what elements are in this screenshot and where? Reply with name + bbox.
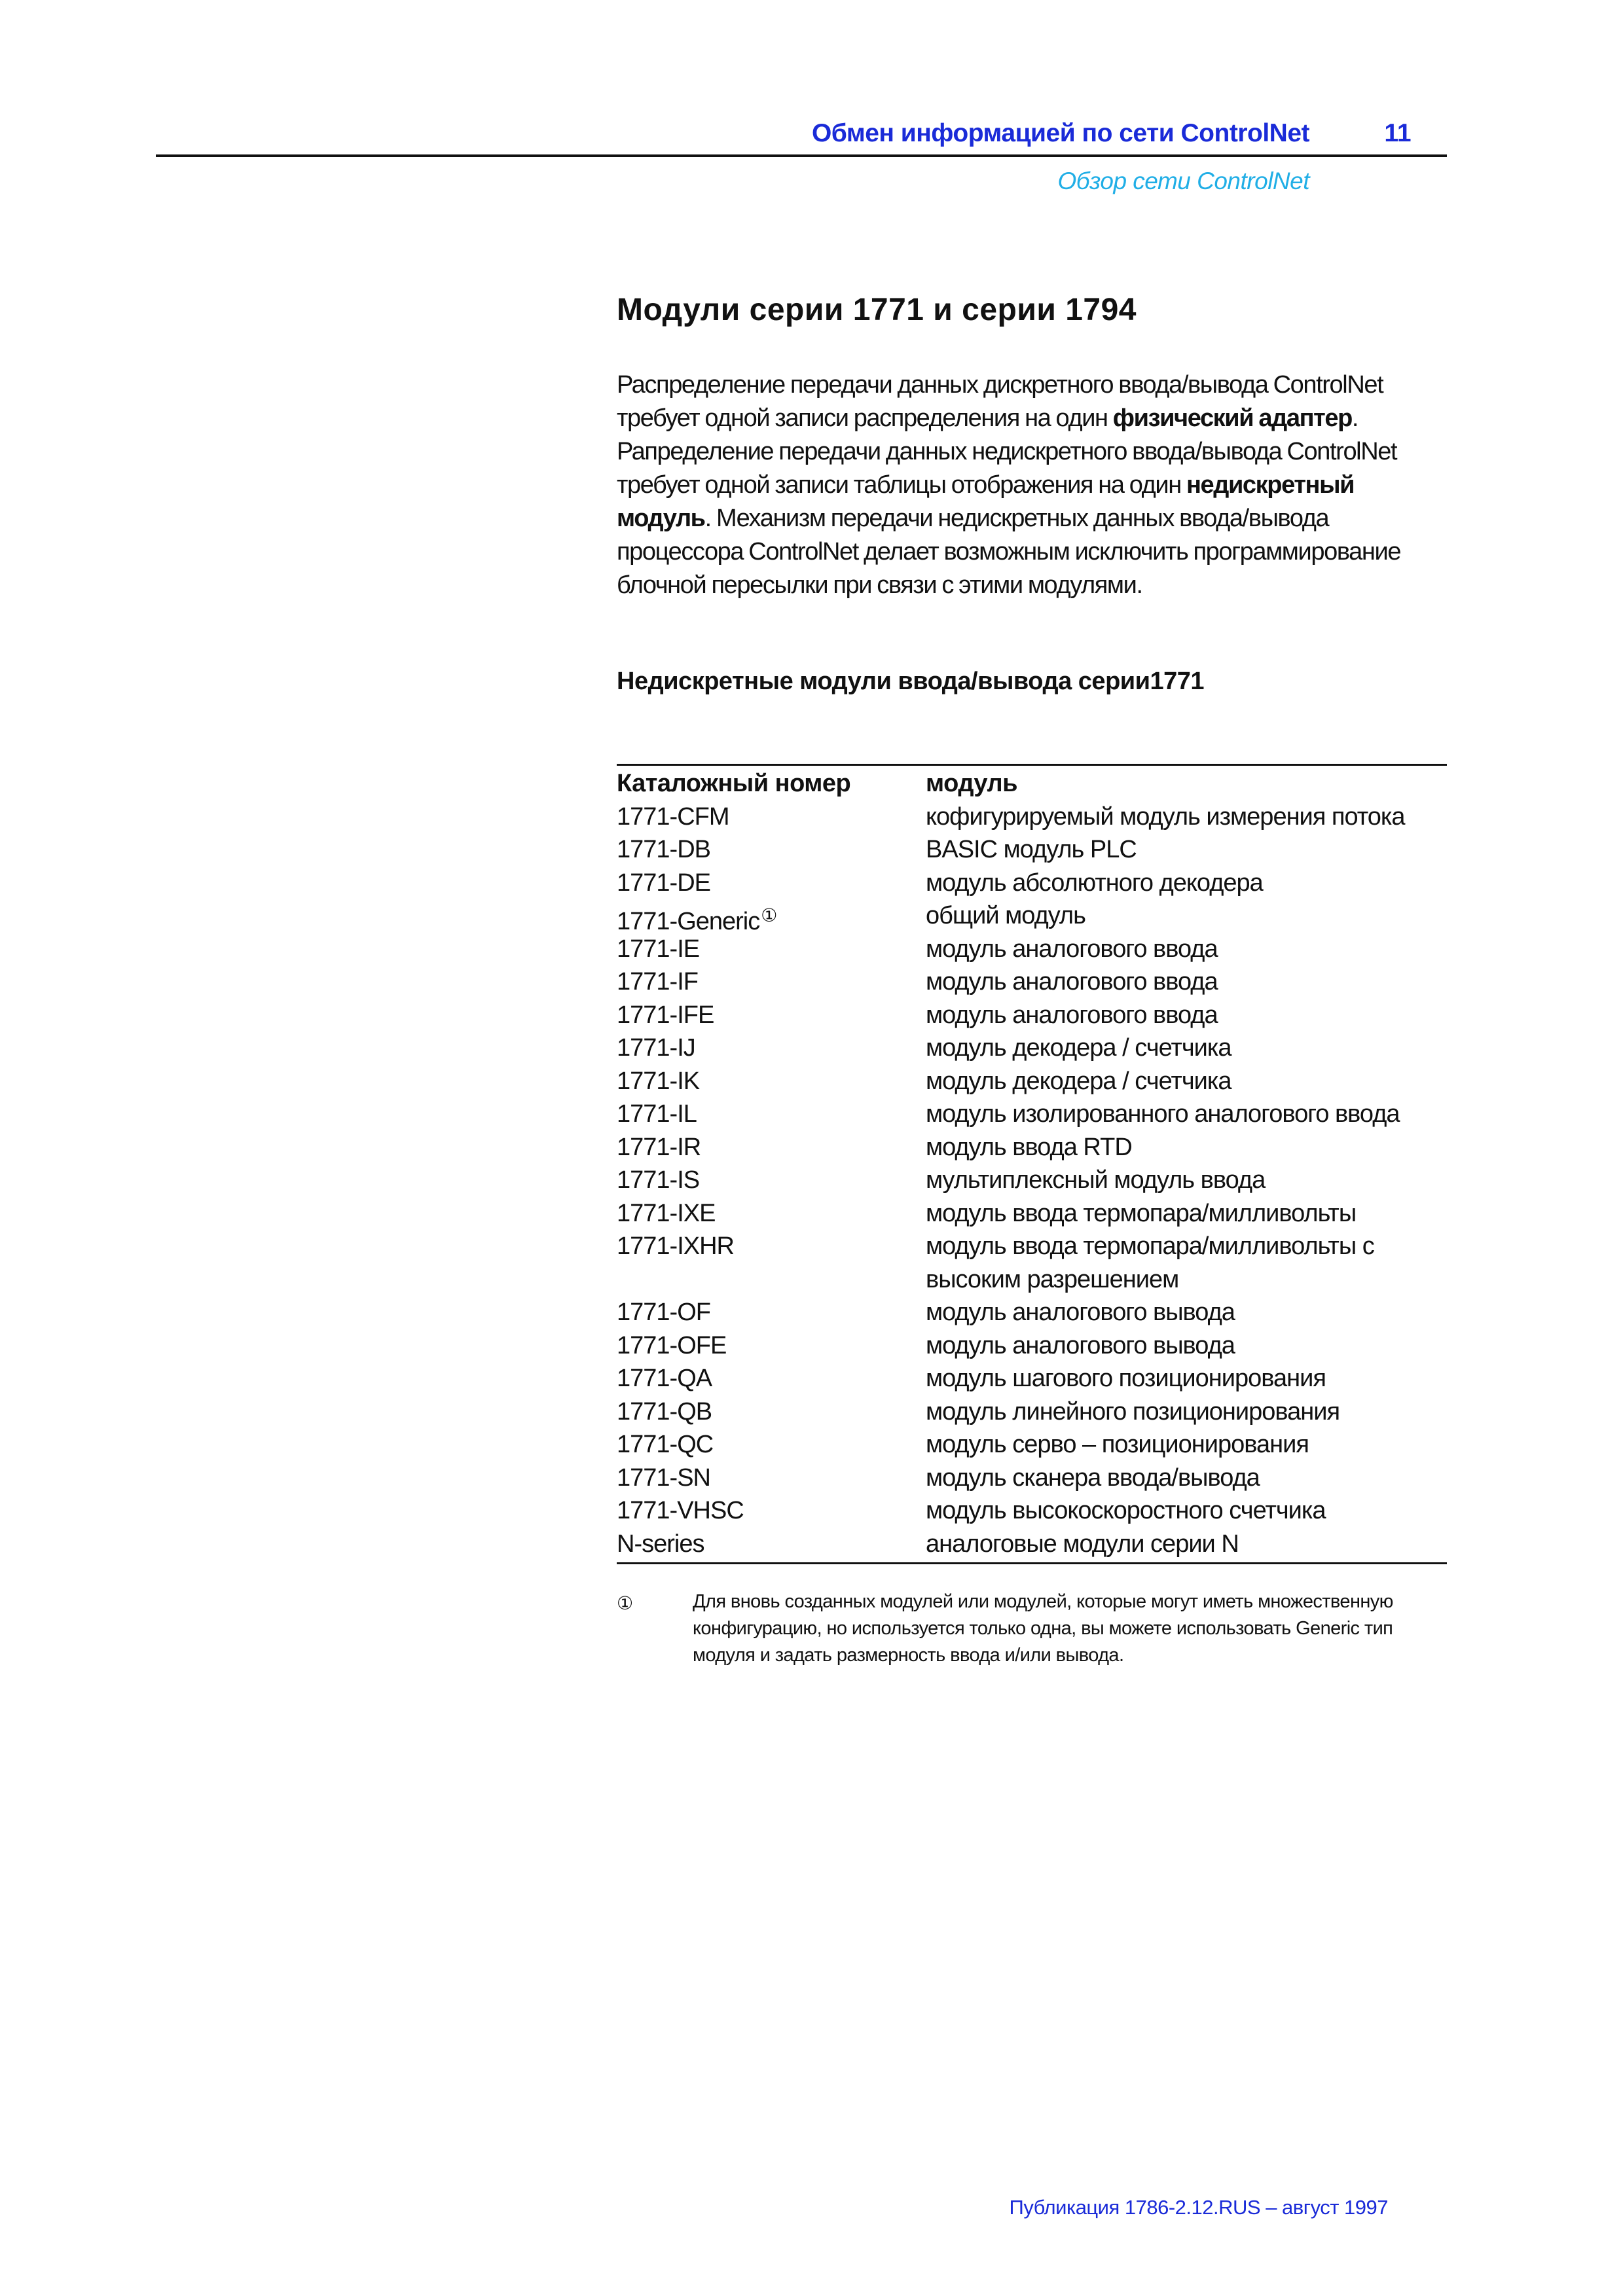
table-row	[617, 1031, 1447, 1065]
module-cell: BASIC модуль PLC	[926, 836, 1137, 863]
table-row	[617, 1462, 1447, 1495]
intro-line: процессора ControlNet делает возможным исключить программирование	[617, 538, 1401, 565]
intro-line	[617, 469, 1448, 502]
catalog-cell: 1771-IF	[617, 968, 698, 996]
table-row	[617, 867, 1447, 900]
publication-footer: Публикация 1786-2.12.RUS – август 1997	[1009, 2196, 1388, 2219]
table-row	[617, 1362, 1447, 1395]
table-row	[617, 800, 1447, 834]
table-row	[617, 833, 1447, 867]
catalog-cell: 1771-IL	[617, 1100, 697, 1128]
module-cell: модуль аналогового вывода	[926, 1331, 1235, 1359]
module-cell: модуль ввода RTD	[926, 1133, 1132, 1161]
table-top-rule	[617, 764, 1447, 766]
table-row	[617, 999, 1447, 1032]
catalog-cell	[617, 899, 926, 933]
module-cell: модуль декодера / счетчика	[926, 1067, 1231, 1095]
table-row	[617, 965, 1447, 999]
table-row	[617, 1131, 1447, 1164]
catalog-cell: 1771-SN	[617, 1463, 710, 1492]
intro-line	[617, 402, 1448, 435]
table-row	[617, 1197, 1447, 1230]
table-row	[617, 1494, 1447, 1528]
module-cell: модуль декодера / счетчика	[926, 1034, 1231, 1062]
table-row	[617, 1098, 1447, 1131]
module-cell-continuation: высоким разрешением	[926, 1265, 1179, 1293]
catalog-cell: 1771-IXE	[617, 1199, 716, 1227]
catalog-cell: N-series	[617, 1530, 704, 1558]
table-row	[617, 1164, 1447, 1197]
modules-table	[617, 767, 1447, 1560]
module-cell: модуль аналогового ввода	[926, 1001, 1218, 1029]
catalog-cell: 1771-IFE	[617, 1001, 714, 1029]
header-rule	[156, 154, 1447, 157]
intro-line	[617, 502, 1448, 535]
page-number: 11	[1384, 119, 1412, 147]
module-cell: мультиплексный модуль ввода	[926, 1166, 1266, 1194]
header-title: Обмен информацией по сети ControlNet	[811, 119, 1309, 147]
module-cell: модуль абсолютного декодера	[926, 869, 1263, 897]
table-bottom-rule	[617, 1562, 1447, 1564]
table-row	[617, 1329, 1447, 1363]
module-cell: общий модуль	[926, 902, 1085, 929]
table-row	[617, 1230, 1447, 1296]
module-cell: модуль высокоскоростного счетчика	[926, 1497, 1326, 1524]
footnote-line: конфигурацию, но используется только одна, вы можете использовать Generic тип	[693, 1618, 1393, 1639]
module-cell: модуль аналогового ввода	[926, 935, 1218, 963]
catalog-cell: 1771-QC	[617, 1431, 714, 1458]
catalog-cell: 1771-VHSC	[617, 1497, 744, 1524]
table-subheading: Недискретные модули ввода/вывода серии1771	[617, 668, 1205, 695]
module-cell: кофигурируемый модуль измерения потока	[926, 802, 1405, 831]
intro-text: требует одной записи таблицы отображения на один	[617, 471, 1186, 499]
table-row	[617, 1065, 1447, 1098]
intro-text: .	[1351, 404, 1359, 432]
footnote-line: Для вновь созданных модулей или модулей, которые могут иметь множественную	[693, 1591, 1393, 1612]
catalog-cell: 1771-OFE	[617, 1331, 727, 1359]
intro-paragraph	[617, 368, 1448, 602]
intro-bold-nondiscrete: недискретный	[1186, 471, 1355, 499]
catalog-cell: 1771-CFM	[617, 802, 729, 831]
footnote-line: модуля и задать размерность ввода и/или вывода.	[693, 1645, 1124, 1666]
header-subtitle: Обзор сети ControlNet	[1057, 168, 1309, 194]
module-cell: модуль ввода термопара/милливольты с	[926, 1232, 1374, 1260]
catalog-cell: 1771-IXHR	[617, 1232, 734, 1260]
catalog-cell: 1771-IR	[617, 1133, 701, 1161]
intro-line: Рапределение передачи данных недискретного ввода/вывода ControlNet	[617, 438, 1397, 465]
catalog-cell: 1771-IE	[617, 935, 700, 963]
catalog-cell: 1771-OF	[617, 1299, 710, 1326]
module-cell: модуль серво – позиционирования	[926, 1431, 1309, 1458]
catalog-cell: 1771-IK	[617, 1067, 700, 1095]
module-cell: аналоговые модули серии N	[926, 1530, 1239, 1558]
intro-bold-physical-adapter: физический адаптер	[1112, 404, 1352, 432]
module-cell: модуль аналогового вывода	[926, 1299, 1235, 1326]
intro-line: блочной пересылки при связи с этими модулями.	[617, 571, 1142, 599]
catalog-cell: 1771-IS	[617, 1166, 700, 1194]
module-cell: модуль линейного позиционирования	[926, 1397, 1340, 1426]
table-row	[617, 1296, 1447, 1329]
table-row	[617, 1428, 1447, 1462]
catalog-cell: 1771-IJ	[617, 1034, 695, 1062]
module-cell: модуль аналогового ввода	[926, 968, 1218, 996]
catalog-cell: 1771-QB	[617, 1397, 712, 1426]
module-cell: модуль шагового позиционирования	[926, 1365, 1326, 1392]
intro-text: . Механизм передачи недискретных данных ввода/вывода	[704, 505, 1329, 532]
table-row	[617, 899, 1447, 933]
footnote-text	[693, 1588, 1452, 1669]
column-header-module: модуль	[926, 770, 1018, 797]
intro-text: требует одной записи распределения на один	[617, 404, 1113, 432]
module-cell: модуль сканера ввода/вывода	[926, 1463, 1260, 1492]
intro-bold-module: модуль	[617, 505, 705, 532]
table-row	[617, 1395, 1447, 1429]
footnote-reference-icon: ①	[761, 905, 777, 925]
intro-line: Распределение передачи данных дискретного ввода/вывода ControlNet	[617, 371, 1383, 399]
catalog-cell: 1771-QA	[617, 1365, 712, 1392]
column-header-catalog: Каталожный номер	[617, 770, 851, 797]
catalog-cell: 1771-DB	[617, 836, 710, 863]
footnote-marker-icon: ①	[617, 1593, 634, 1613]
table-row	[617, 1528, 1447, 1561]
table-header-row	[617, 767, 1447, 800]
module-cell: модуль ввода термопара/милливольты	[926, 1199, 1357, 1227]
section-heading: Модули серии 1771 и серии 1794	[617, 293, 1137, 327]
table-row	[617, 933, 1447, 966]
catalog-text: 1771-Generic	[617, 908, 760, 935]
module-cell: модуль изолированного аналогового ввода	[926, 1100, 1400, 1128]
catalog-cell: 1771-DE	[617, 869, 710, 897]
